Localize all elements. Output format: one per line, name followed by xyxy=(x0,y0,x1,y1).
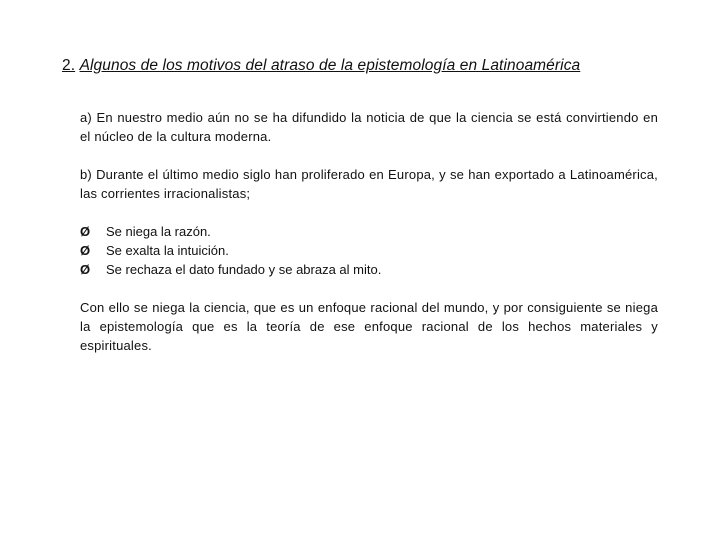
bullet-text: Se exalta la intuición. xyxy=(106,243,229,258)
conclusion-paragraph: Con ello se niega la ciencia, que es un enfoque racional del mundo, y por consiguiente se niega la epistemología que es la teoría de ese enfoque racional de los hechos materiales y espirituales. xyxy=(80,300,658,353)
slide-title xyxy=(62,56,692,76)
list-item xyxy=(80,222,658,241)
bullet-text: Se rechaza el dato fundado y se abraza al mito. xyxy=(106,262,382,277)
arrow-bullet-icon: Ø xyxy=(80,224,91,239)
title-number: 2. xyxy=(62,57,76,74)
title-text: Algunos de los motivos del atraso de la epistemología en Latinoamérica xyxy=(79,57,581,74)
bullet-list xyxy=(80,222,658,279)
paragraph-a: a) En nuestro medio aún no se ha difundido la noticia de que la ciencia se está convirtiendo en el núcleo de la cultura moderna. xyxy=(80,110,658,144)
list-item xyxy=(80,260,658,279)
paragraph-b: b) Durante el último medio siglo han proliferado en Europa, y se han exportado a Latinoamérica, las corrientes irracionalistas; xyxy=(80,167,658,201)
arrow-bullet-icon: Ø xyxy=(80,262,91,277)
slide-body xyxy=(80,108,658,355)
bullet-text: Se niega la razón. xyxy=(106,224,211,239)
list-item xyxy=(80,241,658,260)
arrow-bullet-icon: Ø xyxy=(80,243,91,258)
